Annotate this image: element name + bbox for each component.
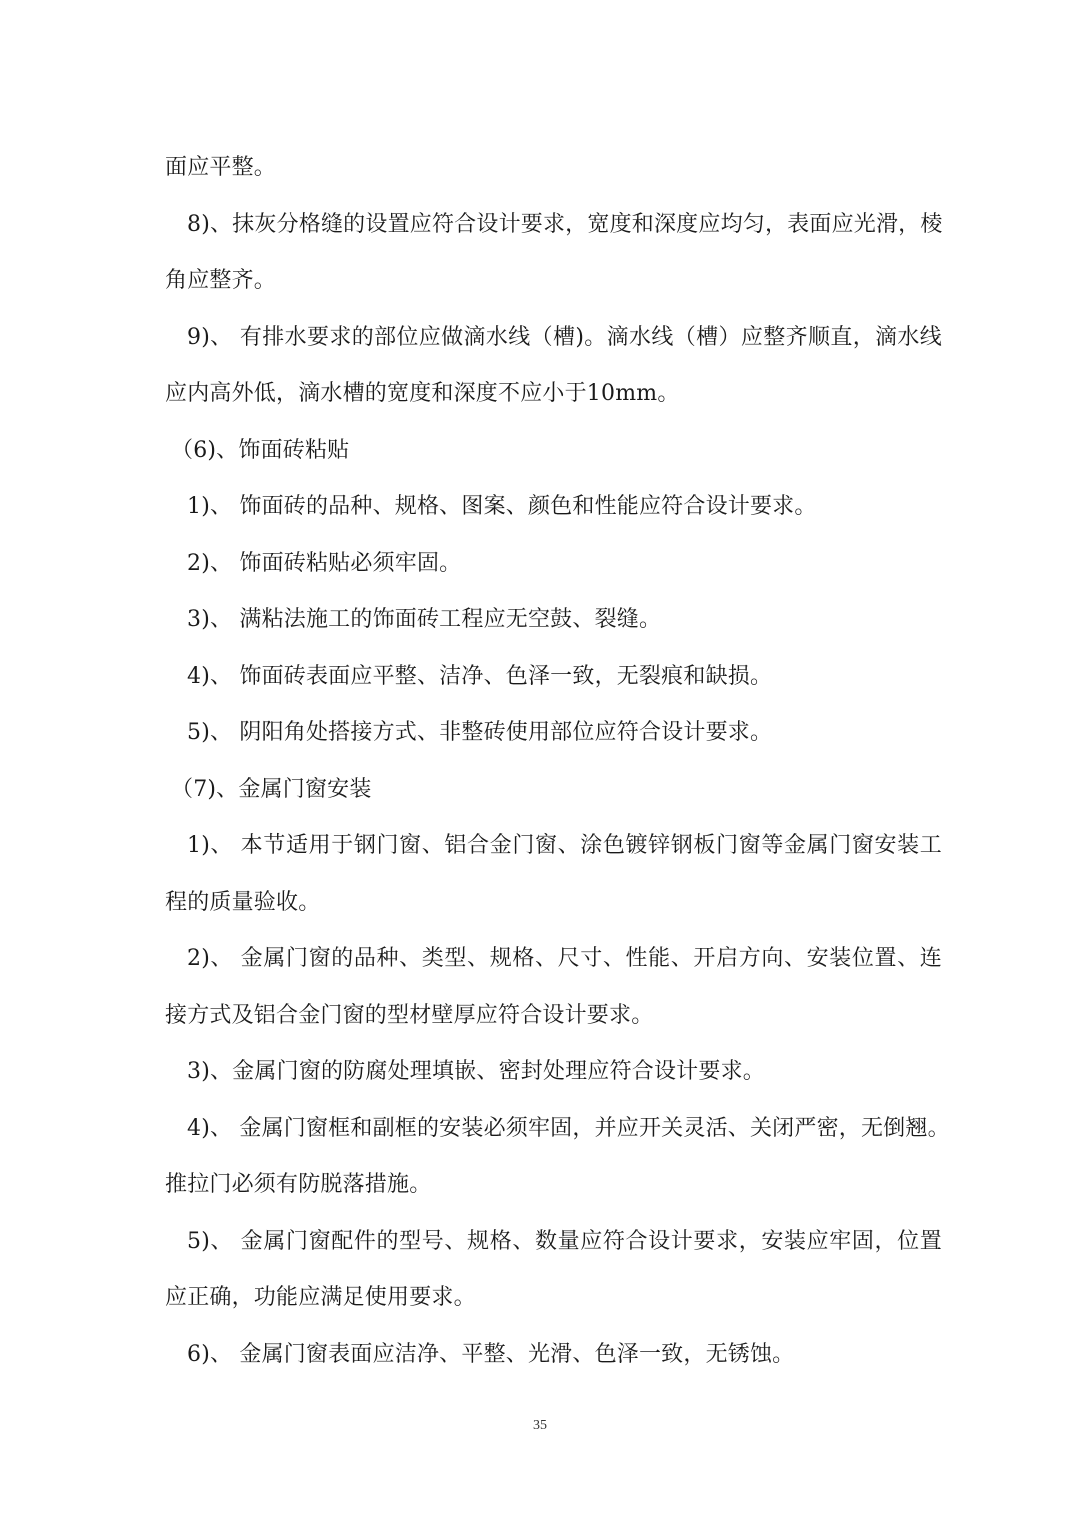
text-line: 面应平整。 (165, 155, 277, 180)
body-text (165, 140, 950, 1383)
text-line: 3)、 满粘法施工的饰面砖工程应无空鼓、裂缝。 (187, 607, 662, 632)
text-line: 5)、 阴阳角处搭接方式、非整砖使用部位应符合设计要求。 (187, 720, 773, 745)
text-line: 角应整齐。 (165, 268, 277, 293)
page-number: 35 (533, 1418, 547, 1433)
text-line: 接方式及铝合金门窗的型材壁厚应符合设计要求。 (165, 1002, 654, 1028)
text-line: 1)、 本节适用于钢门窗、铝合金门窗、涂色镀锌钢板门窗等金属门窗安装工 (187, 833, 942, 858)
text-line: 5)、 金属门窗配件的型号、规格、数量应符合设计要求，安装应牢固，位置 (187, 1228, 942, 1254)
text-line: 应正确，功能应满足使用要求。 (165, 1285, 476, 1310)
text-line: 8)、抹灰分格缝的设置应符合设计要求，宽度和深度应均匀，表面应光滑，棱 (187, 211, 943, 237)
section-heading: （6)、饰面砖粘贴 (171, 437, 350, 463)
text-line: 4)、 饰面砖表面应平整、洁净、色泽一致，无裂痕和缺损。 (187, 663, 773, 689)
text-line: 4)、 金属门窗框和副框的安装必须牢固，并应开关灵活、关闭严密，无倒翘。 (187, 1115, 950, 1141)
text-line: 应内高外低，滴水槽的宽度和深度不应小于10mm。 (165, 381, 680, 406)
text-line: 推拉门必须有防脱落措施。 (165, 1172, 432, 1197)
text-line: 2)、 饰面砖粘贴必须牢固。 (187, 550, 462, 576)
text-line: 6)、 金属门窗表面应洁净、平整、光滑、色泽一致，无锈蚀。 (187, 1341, 795, 1367)
text-line: 1)、 饰面砖的品种、规格、图案、颜色和性能应符合设计要求。 (187, 494, 817, 519)
text-line: 3)、金属门窗的防腐处理填嵌、密封处理应符合设计要求。 (187, 1059, 765, 1084)
text-line: 9)、 有排水要求的部位应做滴水线（槽)。滴水线（槽）应整齐顺直，滴水线 (187, 324, 942, 350)
section-heading: （7)、金属门窗安装 (171, 776, 372, 802)
text-line: 2)、 金属门窗的品种、类型、规格、尺寸、性能、开启方向、安装位置、连 (187, 946, 942, 971)
text-line: 程的质量验收。 (165, 889, 321, 915)
